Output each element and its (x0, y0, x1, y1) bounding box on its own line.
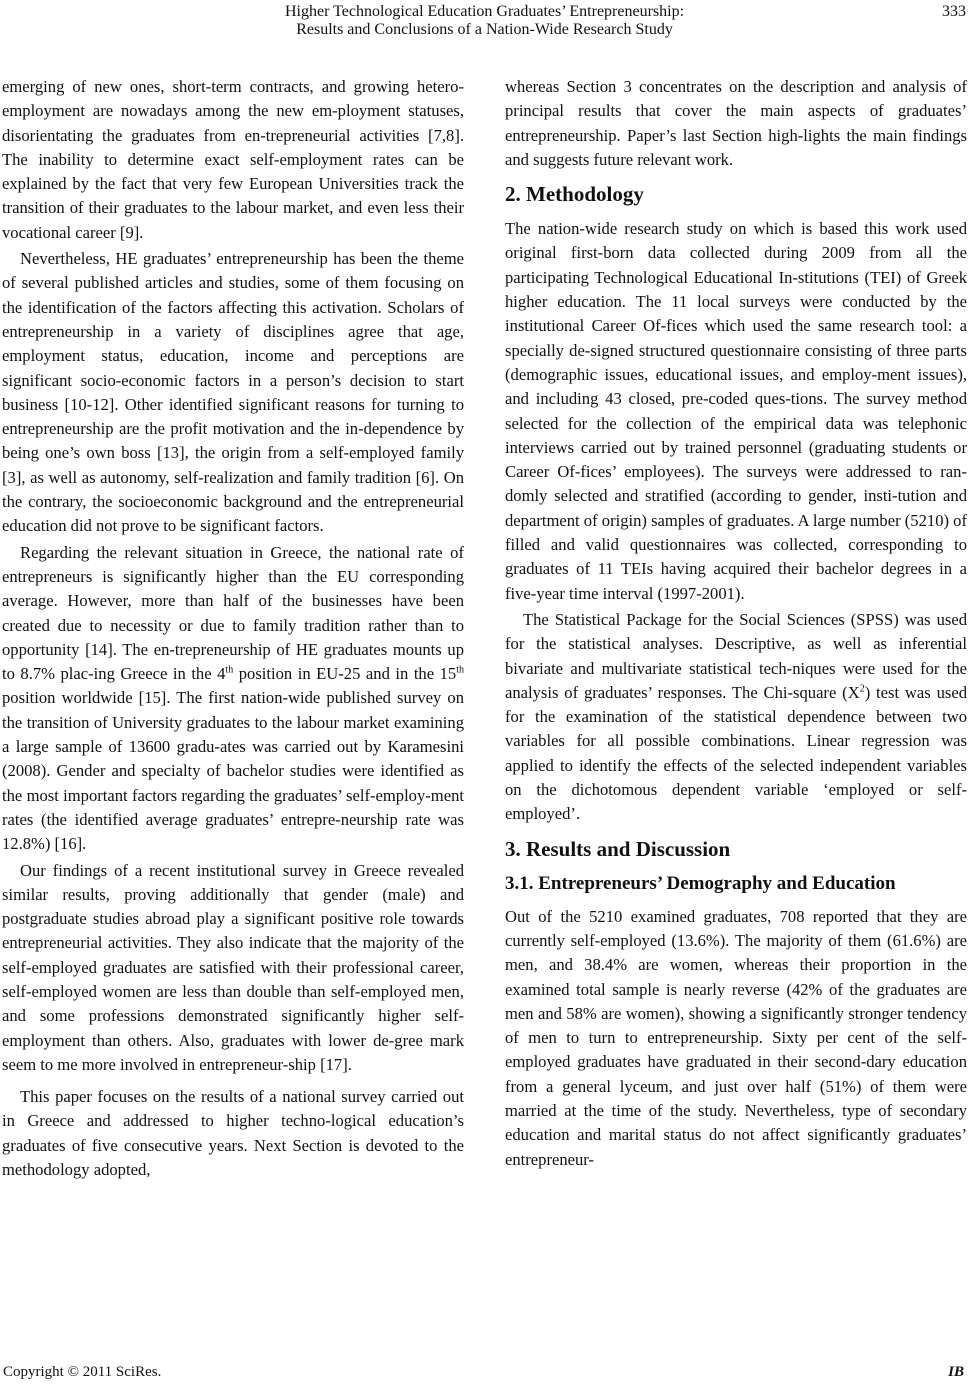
journal-abbreviation: IB (948, 1364, 964, 1380)
page-footer (0, 1362, 969, 1386)
running-header (0, 0, 969, 50)
paragraph-text: The Statistical Package for the Social Sciences (SPSS) was used for the statistical analyses. Descriptive, as well as inferential bivariate and multivariate statistical tech-niques were used for the analysis of graduates’ responses. The Chi-square (X (505, 609, 967, 702)
paragraph: The nation-wide research study on which is based this work used original first-born data collected during 2009 from all the participating Technological Educational In-stitutions (TEI) of Greek higher education. The 11 local surveys were conducted by the institutional Career Of-fices which used the same research tool: a specially de-signed structured questionnaire consisting of three parts (demographic issues, educational issues, and employ-ment issues), and including 43 closed, pre-coded ques-tions. The survey method selected for the collection of the empirical data was telephonic interviews carried out by trained personnel (graduating students or Career Of-fices’ employees). The surveys were addressed to ran-domly selected and stratified (according to gender, insti-tution and department of origin) samples of graduates. A large number (5210) of filled and valid questionnaires was collected, corresponding to graduates of 11 TEIs having acquired their bachelor degrees in a five-year time interval (1997-2001). (505, 219, 967, 603)
subsection-heading: 3.1. Entrepreneurs’ Demography and Education (505, 872, 896, 894)
paragraph (505, 608, 967, 827)
copyright-notice: Copyright © 2011 SciRes. (3, 1364, 162, 1380)
right-column (505, 75, 967, 1172)
paragraph: emerging of new ones, short-term contracts, and growing hetero-employment are nowadays among the new em-ployment statuses, disorientating the graduates from en-trepreneurial activities [7,8]. The inability to determine exact self-employment rates can be explained by the fact that very few European Universities track the transition of their graduates to the labour market, and even less their vocational career [9]. (2, 77, 464, 242)
paragraph: whereas Section 3 concentrates on the description and analysis of principal results that cover the main aspects of graduates’ entrepreneurship. Paper’s last Section high-lights the main findings and suggests future relevant work. (505, 77, 967, 169)
header-title-line1: Higher Technological Education Graduates’ Entrepreneurship: (284, 3, 685, 20)
paragraph-text: position worldwide [15]. The first nation-wide published survey on the transition of University graduates to the labour market examining a large sample of 13600 gradu-ates was carried out by Karamesini (2008). Gender and specialty of bachelor studies were identified as the most important factors regarding the graduates’ self-employ-ment rates (the identified average graduates’ entrepre-neurship rate was 12.8%) [16]. (2, 688, 464, 854)
section-heading-methodology: 2. Methodology (505, 182, 644, 207)
paragraph: Out of the 5210 examined graduates, 708 reported that they are currently self-employed (13.6%). The majority of them (61.6%) are men, and 38.4% are women, whereas their proportion in the examined total sample is nearly reverse (42% of the graduates are men and 58% are women), showing a significantly stronger tendency of men to turn to entrepreneurship. Sixty per cent of the self-employed graduates have graduated in their second-dary education from a general lyceum, and just over half (51%) of them were married at the time of the study. Nevertheless, type of secondary education and marital status do not affect significantly graduates’ entrepreneur- (505, 906, 967, 1169)
paragraph-text: position in EU-25 and in the 15 (233, 664, 457, 684)
section-heading-results: 3. Results and Discussion (505, 836, 731, 861)
paragraph-text: Regarding the relevant situation in Greece, the national rate of entrepreneurs is significantly higher than the EU corresponding average. However, more than half of the businesses have been created due to necessity or due to family tradition rather than to opportunity [14]. The en-trepreneurship of HE graduates mounts up to 8.7% plac-ing Greece in the 4 (2, 542, 464, 684)
paragraph: Our findings of a recent institutional survey in Greece revealed similar results, proving additionally that gender (male) and postgraduate studies abroad play a significant positive role towards entrepreneurial activities. They also indicate that the majority of the self-employed graduates are satisfied with their professional career, self-employed women are less than double than self-employed men, and some professions demonstrated significantly higher self-employment than others. Also, graduates with lower de-gree mark seem to me more involved in entrepreneur-ship [17]. (2, 860, 464, 1074)
left-column (2, 75, 464, 1182)
paragraph (2, 541, 464, 857)
page-number: 333 (942, 3, 966, 20)
header-title-line2: Results and Conclusions of a Nation-Wide Research Study (296, 21, 673, 38)
paragraph-text: ) test was used for the examination of the statistical dependence between two variables for all possible combinations. Linear regression was applied to identify the effects of the selected independent variables on the dichotomous dependent variable ‘employed or self-employed’. (505, 682, 967, 824)
paragraph: Nevertheless, HE graduates’ entrepreneurship has been the theme of several published articles and studies, some of them focusing on the identification of the factors affecting this activation. Scholars of entrepreneurship in a variety of disciplines agree that age, employment status, education, income and perceptions are significant socio-economic factors in a person’s decision to start business [10-12]. Other identified significant reasons for turning to entrepreneurship are the profit motivation and the in-dependence by being one’s own boss [13], the origin from a self-employed family [3], as well as autonomy, self-realization and family tradition [6]. On the contrary, the socioeconomic background and the entrepreneurial education did not prove to be significant factors. (2, 249, 464, 536)
superscript: th (225, 664, 234, 676)
superscript: 2 (859, 683, 865, 695)
paragraph: This paper focuses on the results of a national survey carried out in Greece and addressed to higher techno-logical education’s graduates of five consecutive years. Next Section is devoted to the methodology adopted, (2, 1087, 464, 1180)
superscript: th (456, 664, 464, 676)
